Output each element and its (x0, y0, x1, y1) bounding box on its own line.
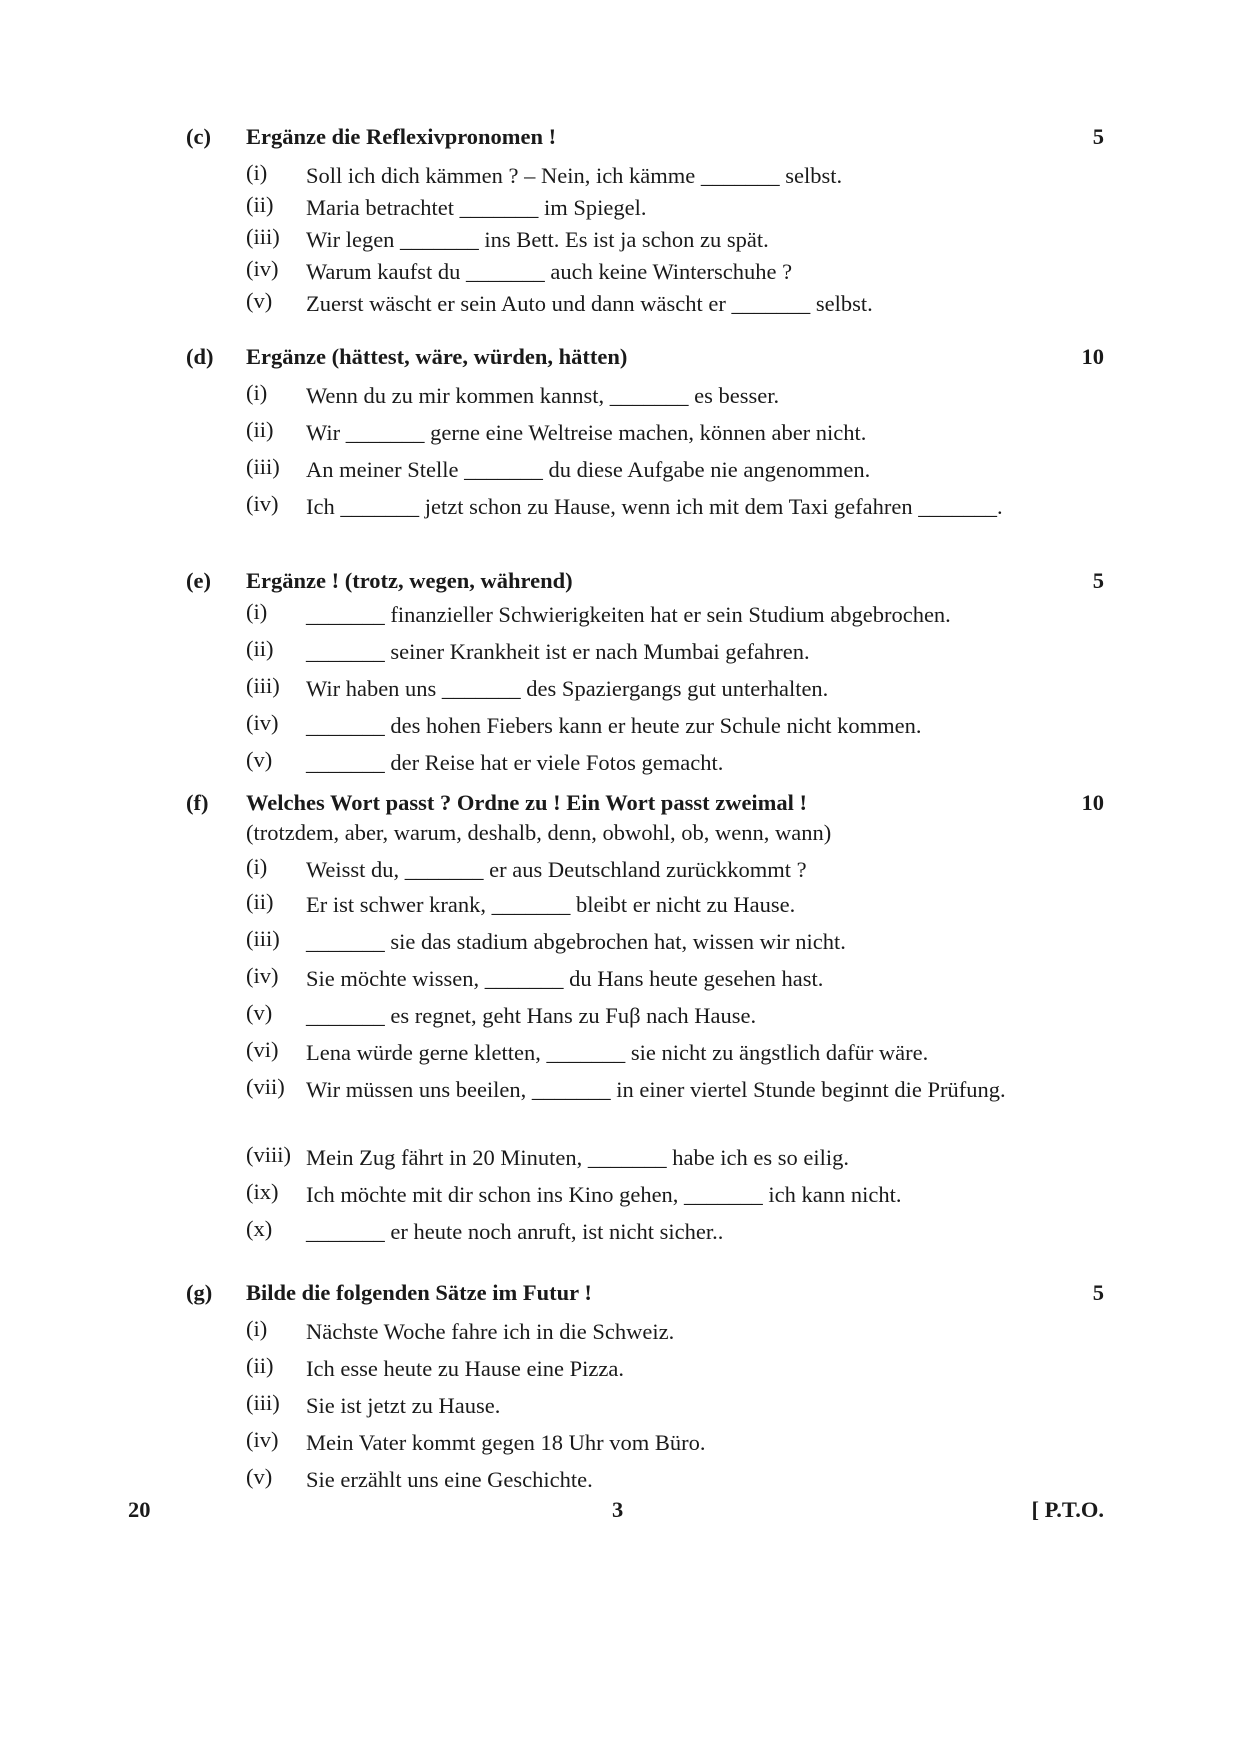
item-text: _______ sie das stadium abgebrochen hat, wissen wir nicht. (306, 929, 846, 954)
question-label: (c) (186, 124, 211, 149)
question-item (186, 1142, 1104, 1179)
question-title: Ergänze die Reflexivpronomen ! (246, 124, 557, 149)
item-text: Soll ich dich kämmen ? – Nein, ich kämme _______ selbst. (306, 163, 843, 188)
item-text: Zuerst wäscht er sein Auto und dann wäscht er _______ selbst. (306, 291, 873, 316)
item-number: (ii) (246, 417, 274, 442)
question-f (186, 790, 1104, 1253)
question-marks: 5 (1092, 124, 1104, 149)
question-e (186, 568, 1104, 784)
item-number: (ii) (246, 636, 274, 661)
question-d-header (186, 344, 1104, 380)
question-g-header (186, 1280, 1104, 1316)
question-e-header (186, 568, 1104, 599)
item-text: Mein Zug fährt in 20 Minuten, _______ habe ich es so eilig. (306, 1145, 850, 1170)
item-text: Wir legen _______ ins Bett. Es ist ja schon zu spät. (306, 227, 769, 252)
question-marks: 10 (1081, 790, 1104, 815)
question-marks: 10 (1081, 344, 1104, 369)
item-text: Warum kaufst du _______ auch keine Winterschuhe ? (306, 259, 793, 284)
question-marks: 5 (1092, 1280, 1104, 1305)
question-c-header (186, 124, 1104, 160)
item-number: (i) (246, 854, 268, 879)
question-item (186, 854, 1104, 889)
question-item (186, 1427, 1104, 1464)
question-item (186, 963, 1104, 1000)
item-text: Wenn du zu mir kommen kannst, _______ es besser. (306, 383, 780, 408)
question-item (186, 1216, 1104, 1253)
question-item (186, 288, 1104, 320)
paper-code: 20 (128, 1497, 151, 1522)
question-g (186, 1280, 1104, 1501)
item-number: (v) (246, 1464, 273, 1489)
page-footer (128, 1497, 1104, 1527)
question-item (186, 491, 1104, 528)
item-number: (iv) (246, 963, 279, 988)
item-number: (v) (246, 747, 273, 772)
question-title: Ergänze ! (trotz, wegen, während) (246, 568, 573, 593)
item-text: Sie ist jetzt zu Hause. (306, 1393, 501, 1418)
item-number: (i) (246, 380, 268, 405)
question-item (186, 192, 1104, 224)
question-title: Welches Wort passt ? Ordne zu ! Ein Wort passt zweimal ! (246, 790, 808, 815)
item-text: Wir müssen uns beeilen, _______ in einer viertel Stunde beginnt die Prüfung. (306, 1077, 1006, 1102)
question-item (186, 1179, 1104, 1216)
item-number: (ii) (246, 1353, 274, 1378)
question-item (186, 747, 1104, 784)
item-text: Maria betrachtet _______ im Spiegel. (306, 195, 647, 220)
question-f-header (186, 790, 1104, 820)
item-number: (i) (246, 160, 268, 185)
item-number: (i) (246, 1316, 268, 1341)
item-number: (iii) (246, 673, 280, 698)
item-number: (viii) (246, 1142, 291, 1167)
item-text: _______ seiner Krankheit ist er nach Mumbai gefahren. (306, 639, 810, 664)
item-text: _______ es regnet, geht Hans zu Fuβ nach Hause. (306, 1003, 757, 1028)
item-text: Ich _______ jetzt schon zu Hause, wenn ich mit dem Taxi gefahren _______. (306, 494, 1003, 519)
question-title: Ergänze (hättest, wäre, würden, hätten) (246, 344, 628, 369)
item-text: _______ er heute noch anruft, ist nicht sicher.. (306, 1219, 724, 1244)
item-text: An meiner Stelle _______ du diese Aufgabe nie angenommen. (306, 457, 871, 482)
question-marks: 5 (1092, 568, 1104, 593)
question-item (186, 710, 1104, 747)
question-item (186, 417, 1104, 454)
question-item (186, 160, 1104, 192)
question-item (186, 380, 1104, 417)
item-text: Weisst du, _______ er aus Deutschland zurückkommt ? (306, 857, 807, 882)
word-bank: (trotzdem, aber, warum, deshalb, denn, obwohl, ob, wenn, wann) (246, 820, 832, 845)
question-item (186, 1390, 1104, 1427)
item-number: (ii) (246, 192, 274, 217)
question-item (186, 1000, 1104, 1037)
question-item (186, 1037, 1104, 1074)
item-number: (iii) (246, 224, 280, 249)
item-text: Er ist schwer krank, _______ bleibt er nicht zu Hause. (306, 892, 796, 917)
item-text: Sie erzählt uns eine Geschichte. (306, 1467, 593, 1492)
question-item (186, 224, 1104, 256)
item-number: (iv) (246, 1427, 279, 1452)
please-turn-over: [ P.T.O. (1031, 1497, 1104, 1522)
item-number: (iv) (246, 491, 279, 516)
item-number: (vi) (246, 1037, 279, 1062)
question-item (186, 673, 1104, 710)
item-text: Wir haben uns _______ des Spaziergangs gut unterhalten. (306, 676, 829, 701)
item-text: Ich möchte mit dir schon ins Kino gehen, _______ ich kann nicht. (306, 1182, 902, 1207)
question-item (186, 1353, 1104, 1390)
item-text: Nächste Woche fahre ich in die Schweiz. (306, 1319, 675, 1344)
question-item (186, 256, 1104, 288)
question-label: (f) (186, 790, 209, 815)
question-item (186, 599, 1104, 636)
item-text: Sie möchte wissen, _______ du Hans heute gesehen hast. (306, 966, 824, 991)
item-text: _______ des hohen Fiebers kann er heute zur Schule nicht kommen. (306, 713, 922, 738)
item-number: (iii) (246, 454, 280, 479)
item-number: (ii) (246, 889, 274, 914)
item-text: Mein Vater kommt gegen 18 Uhr vom Büro. (306, 1430, 706, 1455)
question-item (186, 889, 1104, 926)
item-number: (iii) (246, 1390, 280, 1415)
page-number: 3 (612, 1497, 624, 1522)
item-text: _______ der Reise hat er viele Fotos gemacht. (306, 750, 724, 775)
item-number: (iii) (246, 926, 280, 951)
question-item (186, 1464, 1104, 1501)
question-label: (g) (186, 1280, 213, 1305)
item-number: (ix) (246, 1179, 279, 1204)
question-d (186, 344, 1104, 528)
question-label: (d) (186, 344, 214, 369)
item-number: (iv) (246, 256, 279, 281)
question-title: Bilde die folgenden Sätze im Futur ! (246, 1280, 592, 1305)
question-item (186, 636, 1104, 673)
item-text: _______ finanzieller Schwierigkeiten hat er sein Studium abgebrochen. (306, 602, 951, 627)
question-item (186, 1316, 1104, 1353)
question-item (186, 1074, 1104, 1142)
item-text: Lena würde gerne kletten, _______ sie nicht zu ängstlich dafür wäre. (306, 1040, 929, 1065)
item-number: (v) (246, 288, 273, 313)
item-number: (vii) (246, 1074, 285, 1099)
item-text: Wir _______ gerne eine Weltreise machen, können aber nicht. (306, 420, 867, 445)
question-item (186, 926, 1104, 963)
item-number: (v) (246, 1000, 273, 1025)
item-number: (iv) (246, 710, 279, 735)
item-number: (x) (246, 1216, 273, 1241)
item-text: Ich esse heute zu Hause eine Pizza. (306, 1356, 624, 1381)
question-c (186, 124, 1104, 320)
item-number: (i) (246, 599, 268, 624)
question-label: (e) (186, 568, 211, 593)
question-item (186, 454, 1104, 491)
